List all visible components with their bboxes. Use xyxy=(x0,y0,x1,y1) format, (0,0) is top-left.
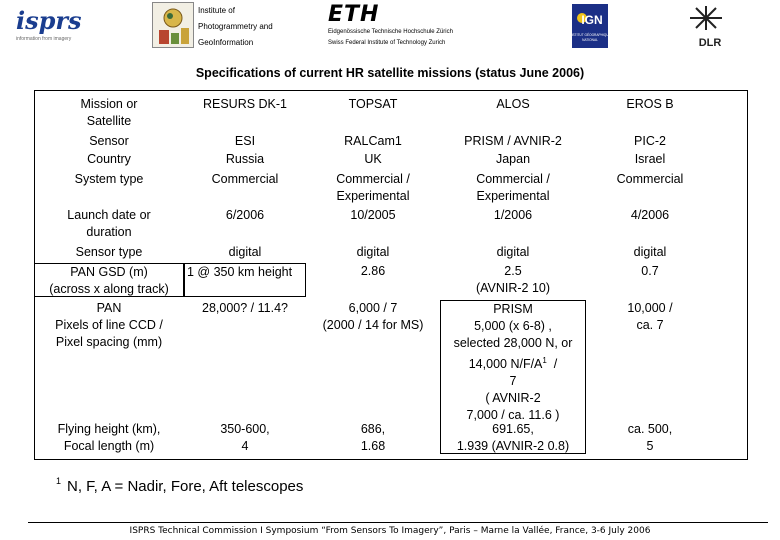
page-title: Specifications of current HR satellite missions (status June 2006) xyxy=(195,66,585,80)
value-line: selected 28,000 N, or xyxy=(453,336,573,350)
label-country: Country xyxy=(87,152,131,166)
value-line: 1.939 (AVNIR-2 0.8) xyxy=(456,439,570,453)
label-line: Flying height (km), xyxy=(57,422,161,436)
pan-gsd-resurs: 1 @ 350 km height xyxy=(184,263,306,297)
mission-name-topsat: TOPSAT xyxy=(348,97,398,111)
eth-line-de: Eidgenössische Technische Hochschule Zürich xyxy=(328,29,453,35)
sensor-alos: PRISM / AVNIR-2 xyxy=(464,134,562,148)
pan-resurs: 28,000? / 11.4? xyxy=(202,301,288,315)
label-flying-height xyxy=(34,421,184,455)
institute-line: Institute of xyxy=(198,6,235,15)
value-text: 14,000 N/F/A xyxy=(468,357,543,372)
isprs-logo xyxy=(16,8,80,50)
sensor-topsat: RALCam1 xyxy=(344,134,402,148)
label-line: PAN xyxy=(96,301,122,315)
pan-gsd-erosb: 0.7 xyxy=(641,264,659,278)
label-pan-pixels xyxy=(34,300,184,351)
svg-text:NATIONAL: NATIONAL xyxy=(582,38,598,42)
value-line: ca. 500, xyxy=(627,422,673,436)
ipg-emblem-icon xyxy=(153,3,193,47)
footnote-ref: 1 xyxy=(542,356,547,365)
pan-gsd-alos xyxy=(440,263,586,297)
label-line: PAN GSD (m) xyxy=(70,265,148,279)
sensor-resurs: ESI xyxy=(234,134,256,148)
value-line: 2.5 xyxy=(504,264,522,278)
system-type-resurs: Commercial xyxy=(211,172,279,186)
label-line: Pixels of line CCD / xyxy=(55,318,163,332)
value-line: ( AVNIR-2 xyxy=(485,391,541,406)
label-system-type: System type xyxy=(74,172,144,186)
footnote-text: N, F, A = Nadir, Fore, Aft telescopes xyxy=(67,478,304,495)
mission-name-alos: ALOS xyxy=(496,97,530,111)
institute-line: GeoInformation xyxy=(198,38,254,47)
dlr-logo xyxy=(672,4,732,50)
pan-gsd-topsat: 2.86 xyxy=(360,264,386,278)
launch-topsat: 10/2005 xyxy=(350,208,396,222)
sensor-type-alos: digital xyxy=(496,245,530,259)
eth-line-en: Swiss Federal Institute of Technology Zurich xyxy=(328,40,446,46)
isprs-logo-text: isprs xyxy=(16,6,82,35)
mission-name-resurs: RESURS DK-1 xyxy=(202,97,288,111)
label-line: duration xyxy=(86,225,132,239)
value-line: Experimental xyxy=(476,189,550,203)
institute-line: Photogrammetry and xyxy=(198,22,273,31)
value-line: 691.65, xyxy=(492,422,534,436)
launch-resurs: 6/2006 xyxy=(225,208,265,222)
label-line: (across x along track) xyxy=(49,282,169,296)
eth-logo xyxy=(328,4,453,48)
flying-resurs xyxy=(184,421,306,455)
value-line: Commercial / xyxy=(336,172,410,186)
value-line: 10,000 / xyxy=(627,301,673,315)
label-pan-gsd xyxy=(34,263,184,297)
ign-emblem-icon xyxy=(569,4,611,48)
flying-alos xyxy=(440,421,586,455)
value-line: (2000 / 14 for MS) xyxy=(322,318,424,332)
label-line: Launch date or xyxy=(67,208,151,222)
dlr-text: DLR xyxy=(698,37,722,49)
country-erosb: Israel xyxy=(634,152,666,166)
value-line: Experimental xyxy=(336,189,410,203)
value-line: ca. 7 xyxy=(636,318,664,332)
footnote xyxy=(56,478,303,495)
pan-erosb xyxy=(586,300,714,334)
footer-text: ISPRS Technical Commission I Symposium “From Sensors To Imagery”, Paris – Marne la Vallée, France, 3-6 July 2006 xyxy=(129,526,651,536)
pan-topsat xyxy=(306,300,440,334)
sensor-erosb: PIC-2 xyxy=(634,134,666,148)
label-sensor: Sensor xyxy=(89,134,129,148)
label-line: Mission or xyxy=(80,97,138,111)
label-launch xyxy=(34,207,184,241)
label-line: Focal length (m) xyxy=(63,439,155,453)
value-line: (AVNIR-2 10) xyxy=(475,281,551,295)
country-topsat: UK xyxy=(364,152,382,166)
value-line: 5 xyxy=(646,439,654,453)
country-alos: Japan xyxy=(495,152,531,166)
ign-logo xyxy=(569,4,611,48)
flying-topsat xyxy=(306,421,440,455)
value-line: Commercial / xyxy=(476,172,550,186)
sensor-type-erosb: digital xyxy=(633,245,667,259)
label-mission xyxy=(34,96,184,130)
header-logos xyxy=(0,0,780,60)
svg-text:IGN: IGN xyxy=(581,13,603,27)
value-line: 686, xyxy=(360,422,386,436)
svg-text:INSTITUT GÉOGRAPHIQUE: INSTITUT GÉOGRAPHIQUE xyxy=(569,33,611,37)
label-line: Satellite xyxy=(86,114,132,128)
value-line: PRISM xyxy=(493,302,533,316)
system-type-alos xyxy=(440,171,586,205)
value-line: 6,000 / 7 xyxy=(348,301,398,315)
launch-erosb: 4/2006 xyxy=(630,208,670,222)
ipg-logo xyxy=(152,2,194,48)
flying-erosb xyxy=(586,421,714,455)
value-text: / xyxy=(546,357,558,372)
launch-alos: 1/2006 xyxy=(493,208,533,222)
country-resurs: Russia xyxy=(225,152,265,166)
value-line: 1.68 xyxy=(360,439,386,453)
value-line: 5,000 (x 6-8) , xyxy=(474,319,552,333)
institute-name xyxy=(198,3,273,51)
sensor-type-topsat: digital xyxy=(356,245,390,259)
footnote-marker: 1 xyxy=(56,476,62,486)
value-line: 7,000 / ca. 11.6 ) xyxy=(466,408,560,423)
system-type-erosb: Commercial xyxy=(616,172,684,186)
sensor-type-resurs: digital xyxy=(228,245,262,259)
isprs-tagline: information from imagery xyxy=(16,36,72,42)
label-sensor-type: Sensor type xyxy=(75,245,143,259)
value-line: 7 xyxy=(509,374,517,389)
footer-divider xyxy=(28,522,768,523)
value-line: 4 xyxy=(241,439,249,453)
dlr-emblem-icon xyxy=(672,4,732,50)
label-line: Pixel spacing (mm) xyxy=(55,335,163,349)
eth-mark: ETH xyxy=(328,2,380,27)
system-type-topsat xyxy=(306,171,440,205)
mission-name-erosb: EROS B xyxy=(626,97,674,111)
value-line: 350-600, xyxy=(220,422,270,436)
value-line xyxy=(441,352,585,373)
